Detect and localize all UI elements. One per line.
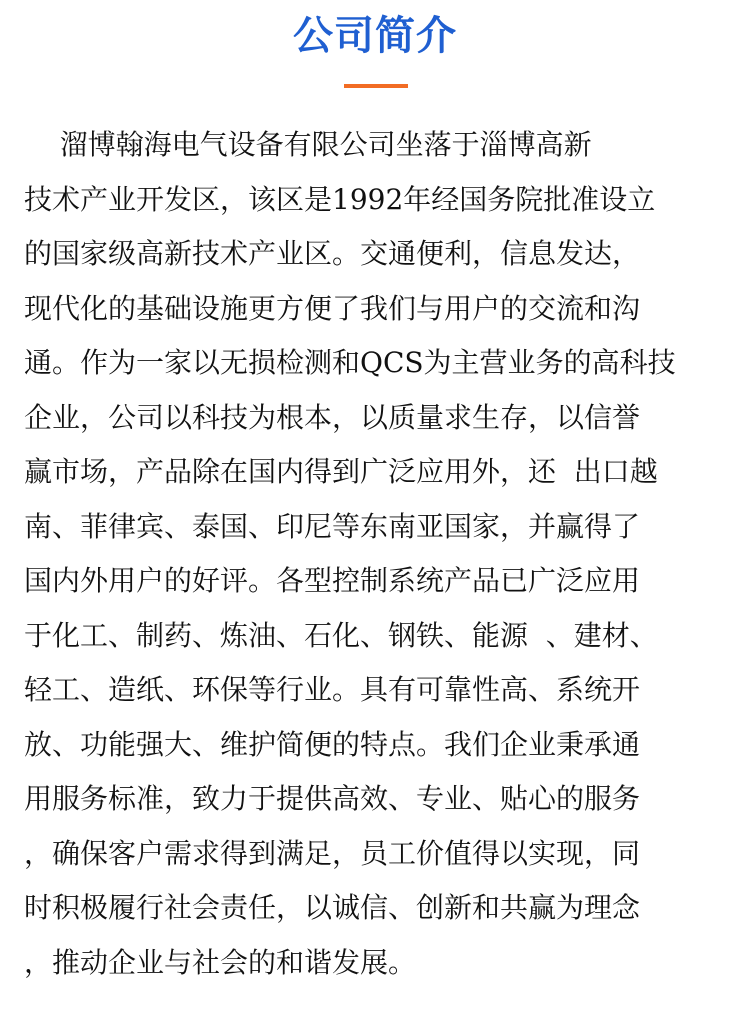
paragraph-line: 轻工、造纸、环保等行业。具有可靠性高、系统开	[24, 673, 641, 706]
paragraph-line: 国内外用户的好评。各型控制系统产品已广泛应用	[24, 564, 641, 597]
paragraph-line: 企业，公司以科技为根本，以质量求生存，以信誉	[24, 400, 641, 434]
paragraph-line: ，确保客户需求得到满足，员工价值得以实现，同	[24, 836, 641, 870]
company-intro-paragraph	[24, 118, 724, 990]
paragraph-line: 放、功能强大、维护简便的特点。我们企业秉承通	[24, 727, 641, 761]
paragraph-line: 技术产业开发区，该区是1992年经国务院批准设立	[24, 182, 656, 216]
paragraph-line: 用服务标准，致力于提供高效、专业、贴心的服务	[24, 782, 641, 815]
page-title: 公司简介	[293, 13, 457, 59]
paragraph-line: 溜博翰海电气设备有限公司坐落于淄博高新	[24, 128, 592, 161]
paragraph-line: ，推动企业与社会的和谐发展。	[24, 945, 417, 979]
paragraph-line: 于化工、制药、炼油、石化、钢铁、能源 、建材、	[24, 618, 658, 652]
paragraph-line: 时积极履行社会责任，以诚信、创新和共赢为理念	[24, 891, 641, 924]
paragraph-line: 现代化的基础设施更方便了我们与用户的交流和沟	[24, 291, 641, 325]
paragraph-line: 南、菲律宾、泰国、印尼等东南亚国家，并赢得了	[24, 509, 641, 543]
paragraph-line: 的国家级高新技术产业区。交通便利，信息发达，	[24, 237, 641, 270]
title-underline	[344, 84, 408, 88]
paragraph-line: 赢市场，产品除在国内得到广泛应用外，还 出口越	[24, 455, 658, 488]
paragraph-line: 通。作为一家以无损检测和QCS为主营业务的高科技	[24, 346, 676, 379]
